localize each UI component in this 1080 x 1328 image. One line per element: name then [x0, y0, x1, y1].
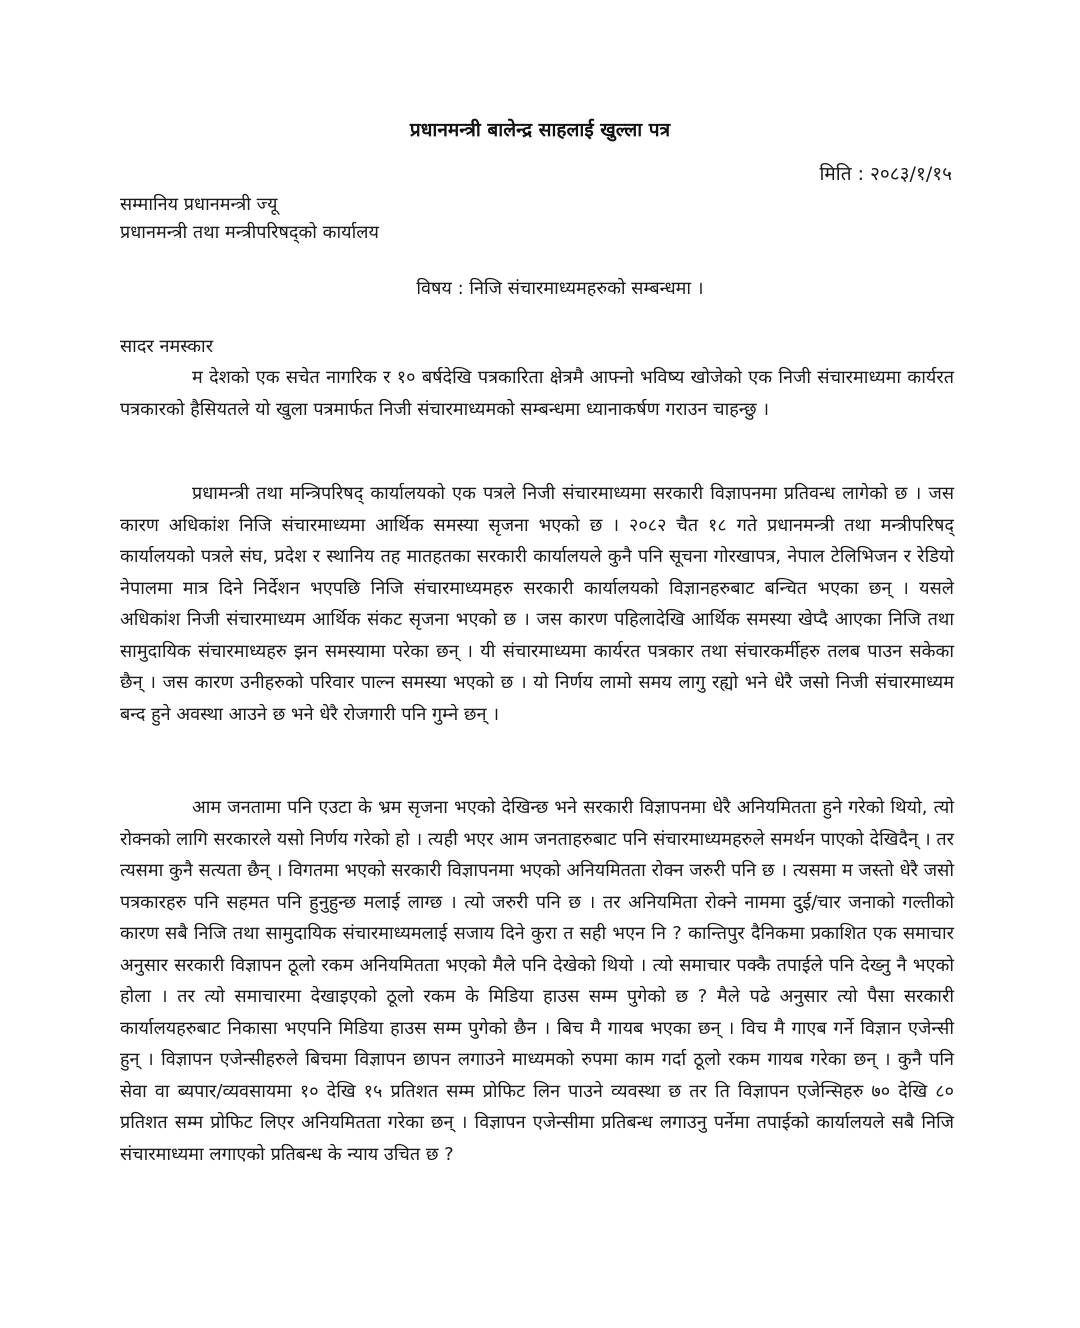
letter-date: मिति : २०८३/१/१५: [819, 163, 952, 185]
recipient-line-1: सम्मानिय प्रधानमन्त्री ज्यू: [120, 194, 278, 215]
letter-subject: विषय : निजि संचारमाध्यमहरुको सम्बन्धमा ।: [416, 278, 704, 299]
letter-title: प्रधानमन्त्री बालेन्द्र साहलाई खुल्ला पत्र: [409, 119, 671, 141]
greeting: सादर नमस्कार: [120, 336, 214, 357]
paragraph-2: प्रधामन्त्री तथा मन्त्रिपरिषद् कार्यालयको एक पत्रले निजी संचारमाध्यमा सरकारी विज्ञापनमा प्रतिवन्ध लागेको छ । जस कारण अधिकांश निजि संचारमाध्यमा आर्थिक समस्या सृजना भएको छ । २०८२ चैत १८ गते प्रधानमन्त्री तथा मन्त्रीपरिषद् कार्यालयको पत्रले संघ, प्रदेश र स्थानिय तह मातहतका सरकारी कार्यालयले कुनै पनि सूचना गोरखापत्र, नेपाल टेलिभिजन र रेडियो नेपालमा मात्र दिने निर्देशन भएपछि निजि संचारमाध्यमहरु सरकारी कार्यालयको विज्ञानहरुबाट बन्चित भएका छन् । यसले अधिकांश निजी संचारमाध्यम आर्थिक संकट सृजना भएको छ । जस कारण पहिलादेखि आर्थिक समस्या खेप्दै आएका निजि तथा सामुदायिक संचारमाध्यहरु झन समस्यामा परेका छन् । यी संचारमाध्यमा कार्यरत पत्रकार तथा संचारकर्मीहरु तलब पाउन सकेका छैन् । जस कारण उनीहरुको परिवार पाल्न समस्या भएको छ । यो निर्णय लामो समय लागु रह्यो भने धेरै जसो निजी संचारमाध्यम बन्द हुने अवस्था आउने छ भने धेरै रोजगारी पनि गुम्ने छन् ।: [120, 483, 954, 725]
recipient-line-2: प्रधानमन्त्री तथा मन्त्रीपरिषद्को कार्यालय: [120, 222, 379, 243]
paragraph-1: म देशको एक सचेत नागरिक र १० बर्षदेखि पत्रकारिता क्षेत्रमै आफ्नो भविष्य खोजेको एक निजी संचारमाध्यमा कार्यरत पत्रकारको हैसियतले यो खुला पत्रमार्फत निजी संचारमाध्यमको सम्बन्धमा ध्यानाकर्षण गराउन चाहन्छु ।: [120, 367, 954, 420]
paragraph-3: आम जनतामा पनि एउटा के भ्रम सृजना भएको देखिन्छ भने सरकारी विज्ञापनमा धेरै अनियमितता हुने गरेको थियो, त्यो रोक्नको लागि सरकारले यसो निर्णय गरेको हो । त्यही भएर आम जनताहरुबाट पनि संचारमाध्यमहरुले समर्थन पाएको देखिदैन् । तर त्यसमा कुनै सत्यता छैन् । विगतमा भएको सरकारी विज्ञापनमा भएको अनियमितता रोक्न जरुरी पनि छ । त्यसमा म जस्तो धेरै जसो पत्रकारहरु पनि सहमत पनि हुनुहुन्छ मलाई लाग्छ । त्यो जरुरी पनि छ । तर अनियमिता रोक्ने नाममा दुई/चार जनाको गल्तीको कारण सबै निजि तथा सामुदायिक संचारमाध्यमलाई सजाय दिने कुरा त सही भएन नि ? कान्तिपुर दैनिकमा प्रकाशित एक समाचार अनुसार सरकारी विज्ञापन ठूलो रकम अनियमितता भएको मैले पनि देखेको थियो । त्यो समाचार पक्कै तपाईले पनि देख्नु नै भएको होला । तर त्यो समाचारमा देखाइएको ठूलो रकम के मिडिया हाउस सम्म पुगेको छ ? मैले पढे अनुसार त्यो पैसा सरकारी कार्यालयहरुबाट निकासा भएपनि मिडिया हाउस सम्म पुगेको छैन । बिच मै गायब भएका छन् । विच मै गाएब गर्ने विज्ञान एजेन्सी हुन् । विज्ञापन एजेन्सीहरुले बिचमा विज्ञापन छापन लगाउने माध्यमको रुपमा काम गर्दा ठूलो रकम गायब गरेका छन् । कुनै पनि सेवा वा ब्यपार/व्यवसायमा १० देखि १५ प्रतिशत सम्म प्रोफिट लिन पाउने व्यवस्था छ तर ति विज्ञापन एजेन्सिहरु ७० देखि ८० प्रतिशत सम्म प्रोफिट लिएर अनियमितता गरेका छन् । विज्ञापन एजेन्सीमा प्रतिबन्ध लगाउनु पर्नेमा तपाईको कार्यालयले सबै निजि संचारमाध्यमा लगाएको प्रतिबन्ध के न्याय उचित छ ?: [120, 797, 954, 1165]
